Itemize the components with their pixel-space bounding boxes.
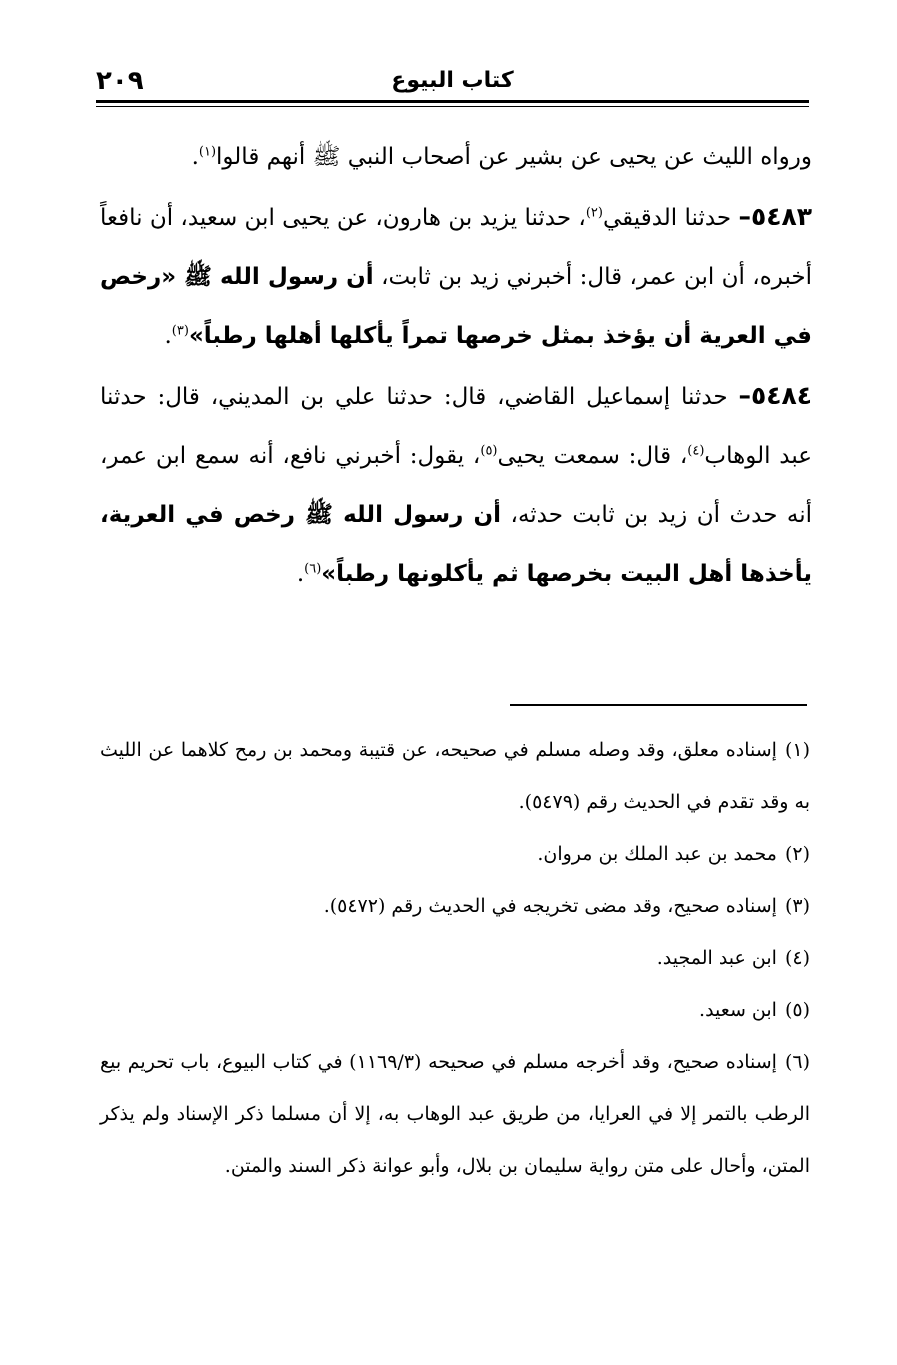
footnote-marker: (٥) <box>784 999 810 1021</box>
footnote-text: ابن عبد المجيد. <box>656 947 777 969</box>
punctuation: . <box>164 323 172 349</box>
footnote-1 <box>100 724 810 828</box>
footnote-marker: (٣) <box>784 895 810 917</box>
footnote-separator <box>510 704 807 706</box>
footnote-ref: (١) <box>198 144 217 160</box>
punctuation: . <box>191 144 199 170</box>
isnad-text: ، يقول: أخبرني نافع، أنه سمع ابن عمر، أنه حدث أن زيد بن ثابت حدثه، <box>100 443 813 528</box>
hadith-number: ٥٤٨٤ <box>750 381 812 410</box>
matn-text: أن رسول الله ﷺ رخص في العرية، يأخذها أهل البيت بخرصها ثم يأكلونها رطباً» <box>100 502 812 587</box>
page-header <box>96 66 809 98</box>
footnote-text: ابن سعيد. <box>699 999 777 1021</box>
footnote-ref: (٣) <box>171 323 189 339</box>
footnote-ref: (٤) <box>687 443 705 459</box>
footnote-text: إسناده معلق، وقد وصله مسلم في صحيحه، عن قتيبة ومحمد بن رمح كلاهما عن الليث به وقد تقدم في الحديث رقم (٥٤٧٩). <box>100 739 810 813</box>
matn-text: أن رسول الله ﷺ «رخص في العرية أن يؤخذ بمثل خرصها تمراً يأكلها أهلها رطباً» <box>100 264 812 349</box>
hadith-number: ٥٤٨٣ <box>750 202 812 231</box>
footnote-5 <box>100 984 810 1036</box>
hadith-dash: – <box>738 381 751 410</box>
isnad-text: ، قال: سمعت يحيى <box>497 443 688 469</box>
hadith-dash: – <box>738 202 751 231</box>
footnote-3 <box>100 880 810 932</box>
footnote-6 <box>100 1036 810 1192</box>
footnote-4 <box>100 932 810 984</box>
hadith-5484 <box>100 366 812 604</box>
footnote-marker: (٤) <box>784 947 810 969</box>
hadith-5483 <box>100 187 812 366</box>
footnote-ref: (٦) <box>304 561 322 577</box>
header-rule <box>96 100 809 103</box>
footnote-marker: (١) <box>784 739 810 761</box>
isnad-text: حدثنا إسماعيل القاضي، قال: حدثنا علي بن المديني، قال: حدثنا عبد الوهاب <box>100 384 812 469</box>
footnote-text: إسناده صحيح، وقد أخرجه مسلم في صحيحه (١١٦٩/٣) في كتاب البيوع، باب تحريم بيع الرطب بالتمر إلا في العرايا، من طريق عبد الوهاب به، إلا أن مسلما ذكر الإسناد ولم يذكر المتن، وأحال على متن رواية سليمان بن بلال، وأبو عوانة ذكر السند والمتن. <box>100 1051 810 1177</box>
footnote-marker: (٦) <box>784 1051 810 1073</box>
footnote-ref: (٢) <box>585 205 603 221</box>
paragraph-riwaya <box>100 128 812 187</box>
isnad-text: حدثنا الدقيقي <box>602 205 739 231</box>
footnote-text: إسناده صحيح، وقد مضى تخريجه في الحديث رقم (٥٤٧٢). <box>323 895 777 917</box>
footnote-ref: (٥) <box>480 443 498 459</box>
paragraph-text: ورواه الليث عن يحيى عن بشير عن أصحاب النبي ﷺ أنهم قالوا <box>216 144 812 170</box>
isnad-text: ، حدثنا يزيد بن هارون، عن يحيى ابن سعيد، أن نافعاً أخبره، أن ابن عمر، قال: أخبرني زيد بن ثابت، <box>100 205 812 290</box>
main-text <box>100 128 812 604</box>
header-rule-thin <box>96 106 809 107</box>
footnotes <box>100 724 810 1192</box>
footnote-marker: (٢) <box>784 843 810 865</box>
page-number: ٢٠٩ <box>96 66 144 96</box>
running-title: كتاب البيوع <box>391 68 514 93</box>
footnote-2 <box>100 828 810 880</box>
footnote-text: محمد بن عبد الملك بن مروان. <box>537 843 777 865</box>
punctuation: . <box>296 561 305 587</box>
